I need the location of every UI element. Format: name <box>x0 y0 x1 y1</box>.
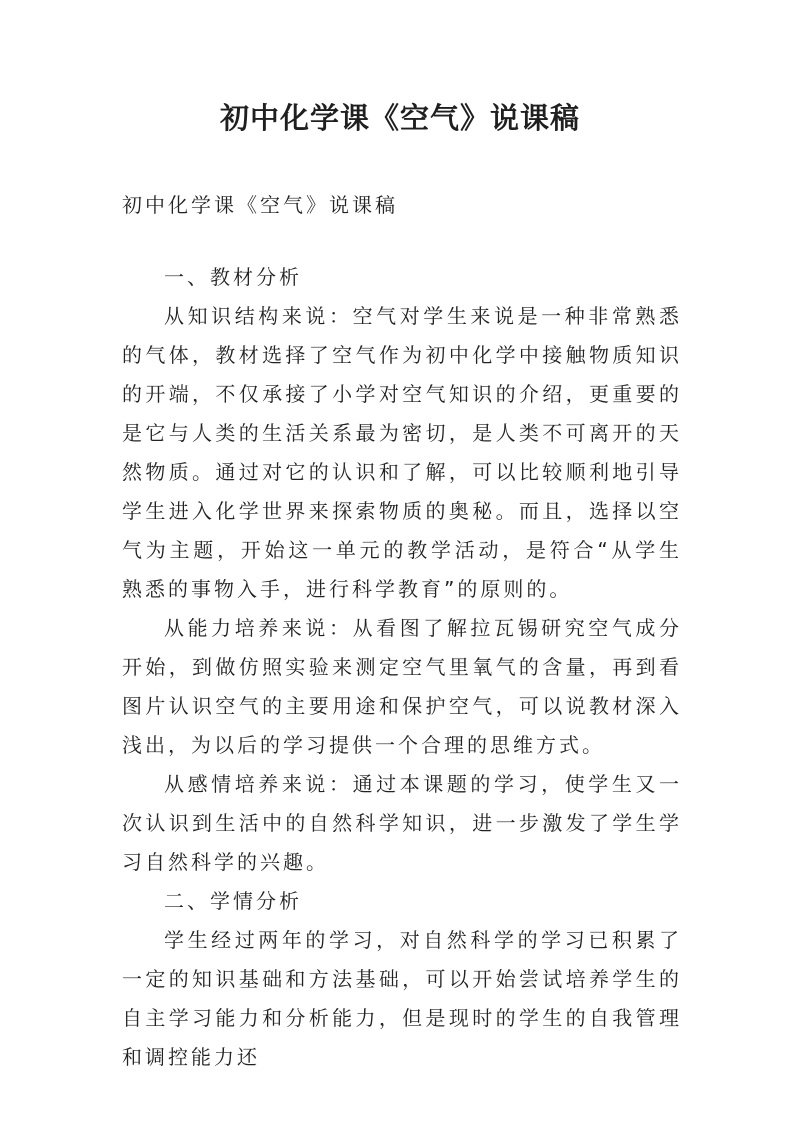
section-heading-student-analysis: 二、学情分析 <box>164 889 302 913</box>
document-subtitle: 初中化学课《空气》说课稿 <box>122 193 398 217</box>
paragraph-knowledge-structure: 从知识结构来说：空气对学生来说是一种非常熟悉的气体，教材选择了空气作为初中化学中接触物质知识的开端，不仅承接了小学对空气知识的介绍，更重要的是它与人类的生活关系最为密切，是人类不可离开的天然物质。通过对它的认识和了解，可以比较顺利地引导学生进入化学世界来探索物质的奥秘。而且，选择以空气为主题，开始这一单元的教学活动，是符合“从学生熟悉的事物入手，进行科学教育”的原则的。 <box>122 304 682 601</box>
document-body <box>122 258 682 1077</box>
paragraph-emotion-training: 从感情培养来说：通过本课题的学习，使学生又一次认识到生活中的自然科学知识，进一步激发了学生学习自然科学的兴趣。 <box>122 772 682 874</box>
paragraph-ability-training: 从能力培养来说：从看图了解拉瓦锡研究空气成分开始，到做仿照实验来测定空气里氧气的含量，再到看图片认识空气的主要用途和保护空气，可以说教材深入浅出，为以后的学习提供一个合理的思维方式。 <box>122 616 682 757</box>
paragraph-student-background: 学生经过两年的学习，对自然科学的学习已积累了一定的知识基础和方法基础，可以开始尝试培养学生的自主学习能力和分析能力，但是现时的学生的自我管理和调控能力还 <box>122 928 682 1069</box>
section-heading-textbook-analysis: 一、教材分析 <box>164 265 302 289</box>
page-title: 初中化学课《空气》说课稿 <box>219 101 580 135</box>
